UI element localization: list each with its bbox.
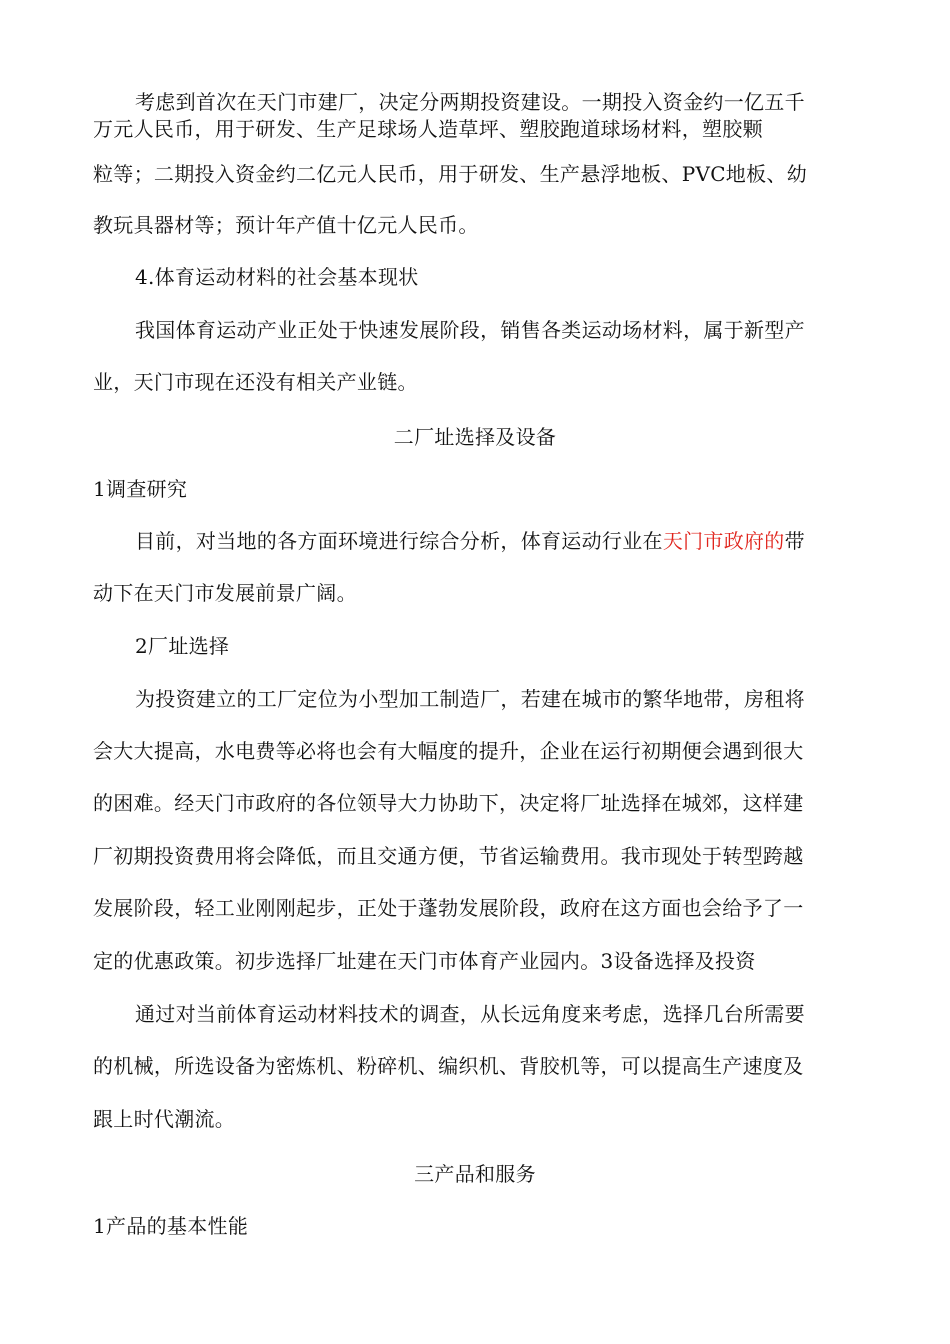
section-heading: 1产品的基本性能 (93, 1214, 249, 1238)
paragraph-line: 教玩具器材等；预计年产值十亿元人民币。 (93, 213, 479, 237)
paragraph-text: 目前，对当地的各方面环境进行综合分析，体育运动行业在 (135, 529, 663, 553)
paragraph-line: 发展阶段，轻工业刚刚起步，正处于蓬勃发展阶段，政府在这方面也会给予了一 (93, 896, 804, 920)
section-heading: 4.体育运动材料的社会基本现状 (135, 265, 419, 289)
paragraph-line: 跟上时代潮流。 (93, 1107, 236, 1131)
section-heading: 1调查研究 (93, 477, 188, 501)
paragraph-line: 粒等；二期投入资金约二亿元人民币，用于研发、生产悬浮地板、PVC地板、幼 (93, 162, 808, 186)
chapter-heading: 二厂址选择及设备 (393, 425, 557, 449)
paragraph-line: 万元人民币，用于研发、生产足球场人造草坪、塑胶跑道球场材料，塑胶颗 (93, 117, 763, 141)
paragraph-line: 通过对当前体育运动材料技术的调查，从长远角度来考虑，选择几台所需要 (135, 1002, 805, 1026)
paragraph-line: 会大大提高，水电费等必将也会有大幅度的提升，企业在运行初期便会遇到很大 (93, 739, 804, 763)
paragraph-text: 带 (784, 529, 805, 553)
highlighted-text: 天门市政府的 (662, 529, 785, 553)
paragraph-line: 我国体育运动产业正处于快速发展阶段，销售各类运动场材料，属于新型产 (135, 318, 805, 342)
paragraph-line: 的困难。经天门市政府的各位领导大力协助下，决定将厂址选择在城郊，这样建 (93, 791, 804, 815)
paragraph-line: 考虑到首次在天门市建厂，决定分两期投资建设。一期投入资金约一亿五千 (135, 90, 805, 114)
paragraph-line: 业，天门市现在还没有相关产业链。 (93, 370, 418, 394)
paragraph-line: 动下在天门市发展前景广阔。 (93, 581, 357, 605)
paragraph-line: 的机械，所选设备为密炼机、粉碎机、编织机、背胶机等，可以提高生产速度及 (93, 1054, 804, 1078)
paragraph-line (135, 529, 805, 553)
section-heading: 2厂址选择 (135, 634, 230, 658)
paragraph-line: 厂初期投资费用将会降低，而且交通方便，节省运输费用。我市现处于转型跨越 (93, 844, 804, 868)
paragraph-line: 定的优惠政策。初步选择厂址建在天门市体育产业园内。3设备选择及投资 (93, 949, 756, 973)
chapter-heading: 三产品和服务 (414, 1162, 536, 1186)
paragraph-line: 为投资建立的工厂定位为小型加工制造厂，若建在城市的繁华地带，房租将 (135, 687, 805, 711)
